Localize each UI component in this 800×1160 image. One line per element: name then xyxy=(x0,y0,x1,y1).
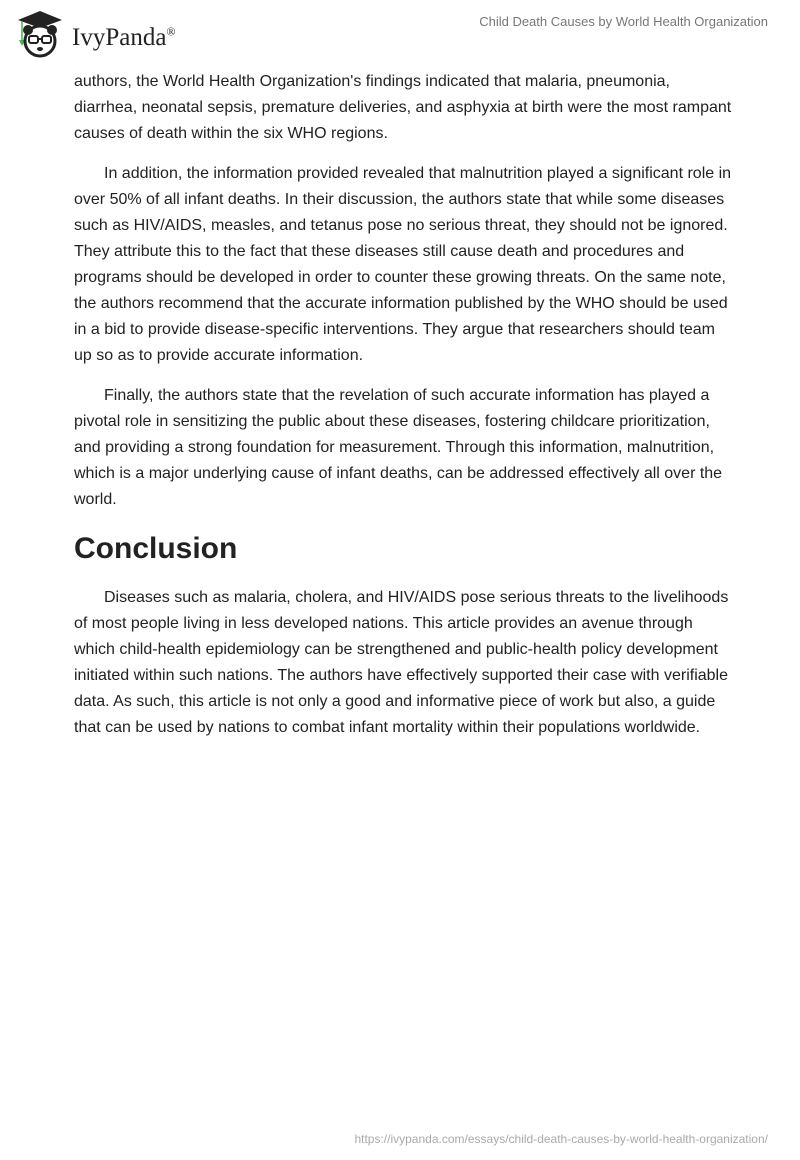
logo-text: IvyPanda® xyxy=(72,24,176,51)
panda-graduate-icon xyxy=(12,8,68,60)
body-paragraph: Finally, the authors state that the revelation of such accurate information has played a pivotal role in sensitizing the public about these diseases, fostering childcare prioritization, and providing a strong foundation for measurement. Through this information, malnutrition, which is a major underlying cause of infant deaths, can be addressed effectively all over the world. xyxy=(74,387,723,508)
essay-content xyxy=(74,69,734,755)
document-title: Child Death Causes by World Health Organization xyxy=(479,14,768,29)
source-url[interactable]: https://ivypanda.com/essays/child-death-causes-by-world-health-organization/ xyxy=(354,1132,768,1146)
ivypanda-logo[interactable] xyxy=(12,8,176,60)
body-paragraph: authors, the World Health Organization's findings indicated that malaria, pneumonia, diarrhea, neonatal sepsis, premature deliveries, and asphyxia at birth were the most rampant causes of death within the six WHO regions. xyxy=(74,73,732,142)
conclusion-paragraph: Diseases such as malaria, cholera, and HIV/AIDS pose serious threats to the livelihoods of most people living in less developed nations. This article provides an avenue through which child-health epidemiology can be strengthened and public-health policy development initiated within such nations. The authors have effectively supported their case with verifiable data. As such, this article is not only a good and informative piece of work but also, a guide that can be used by nations to combat infant mortality within their populations worldwide. xyxy=(74,589,729,736)
conclusion-heading: Conclusion xyxy=(74,532,238,565)
body-paragraph: In addition, the information provided revealed that malnutrition played a significant role in over 50% of all infant deaths. In their discussion, the authors state that while some diseases such as HIV/AIDS, measles, and tetanus pose no serious threat, they should not be ignored. They attribute this to the fact that these diseases still cause death and procedures and programs should be developed in order to counter these growing threats. On the same note, the authors recommend that the accurate information published by the WHO should be used in a bid to provide disease-specific interventions. They argue that researchers should team up so as to provide accurate information. xyxy=(74,165,732,364)
